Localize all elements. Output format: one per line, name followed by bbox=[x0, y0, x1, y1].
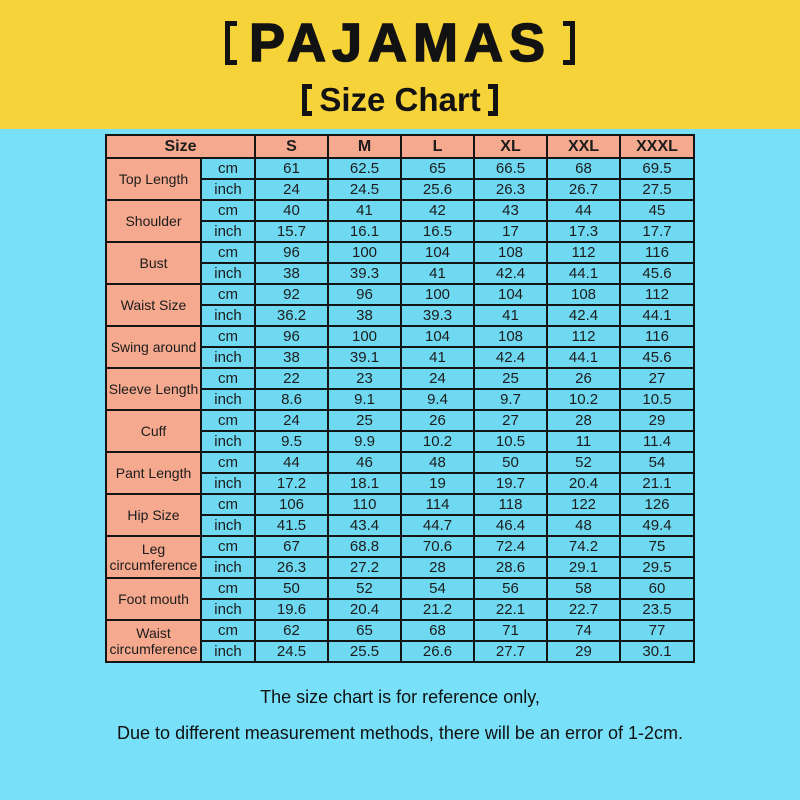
value-cell: 22.1 bbox=[474, 599, 547, 620]
value-cell: 10.2 bbox=[401, 431, 474, 452]
value-cell: 116 bbox=[620, 242, 694, 263]
value-cell: 42 bbox=[401, 200, 474, 221]
unit-inch-cell: inch bbox=[201, 179, 255, 200]
measurement-name-cell: Waist Size bbox=[106, 284, 201, 326]
value-cell: 104 bbox=[474, 284, 547, 305]
unit-cm-cell: cm bbox=[201, 284, 255, 305]
value-cell: 19 bbox=[401, 473, 474, 494]
value-cell: 9.9 bbox=[328, 431, 401, 452]
value-cell: 29 bbox=[547, 641, 620, 662]
unit-cm-cell: cm bbox=[201, 452, 255, 473]
value-cell: 10.5 bbox=[474, 431, 547, 452]
value-cell: 29.5 bbox=[620, 557, 694, 578]
value-cell: 27 bbox=[474, 410, 547, 431]
table-row bbox=[106, 578, 694, 599]
value-cell: 23.5 bbox=[620, 599, 694, 620]
value-cell: 62 bbox=[255, 620, 328, 641]
unit-cm-cell: cm bbox=[201, 536, 255, 557]
value-cell: 20.4 bbox=[328, 599, 401, 620]
value-cell: 96 bbox=[255, 326, 328, 347]
value-cell: 39.3 bbox=[401, 305, 474, 326]
value-cell: 108 bbox=[474, 242, 547, 263]
value-cell: 52 bbox=[547, 452, 620, 473]
value-cell: 60 bbox=[620, 578, 694, 599]
table-row bbox=[106, 368, 694, 389]
value-cell: 96 bbox=[255, 242, 328, 263]
value-cell: 45.6 bbox=[620, 347, 694, 368]
value-cell: 17.7 bbox=[620, 221, 694, 242]
value-cell: 24.5 bbox=[255, 641, 328, 662]
value-cell: 69.5 bbox=[620, 158, 694, 179]
unit-inch-cell: inch bbox=[201, 305, 255, 326]
value-cell: 74 bbox=[547, 620, 620, 641]
table-row bbox=[106, 326, 694, 347]
value-cell: 100 bbox=[401, 284, 474, 305]
value-cell: 56 bbox=[474, 578, 547, 599]
value-cell: 19.7 bbox=[474, 473, 547, 494]
value-cell: 23 bbox=[328, 368, 401, 389]
value-cell: 61 bbox=[255, 158, 328, 179]
page-title bbox=[225, 10, 575, 76]
value-cell: 9.1 bbox=[328, 389, 401, 410]
value-cell: 9.5 bbox=[255, 431, 328, 452]
unit-cm-cell: cm bbox=[201, 200, 255, 221]
value-cell: 24.5 bbox=[328, 179, 401, 200]
value-cell: 24 bbox=[255, 410, 328, 431]
value-cell: 44.1 bbox=[547, 347, 620, 368]
measurement-name-cell: Swing around bbox=[106, 326, 201, 368]
value-cell: 54 bbox=[401, 578, 474, 599]
value-cell: 26.3 bbox=[255, 557, 328, 578]
value-cell: 100 bbox=[328, 326, 401, 347]
size-column-header: M bbox=[328, 135, 401, 158]
value-cell: 26.3 bbox=[474, 179, 547, 200]
value-cell: 67 bbox=[255, 536, 328, 557]
value-cell: 92 bbox=[255, 284, 328, 305]
unit-inch-cell: inch bbox=[201, 431, 255, 452]
value-cell: 27 bbox=[620, 368, 694, 389]
value-cell: 29 bbox=[620, 410, 694, 431]
value-cell: 50 bbox=[255, 578, 328, 599]
measurement-name-cell: Sleeve Length bbox=[106, 368, 201, 410]
size-column-header: XL bbox=[474, 135, 547, 158]
measurement-name-cell: Pant Length bbox=[106, 452, 201, 494]
page-subtitle bbox=[302, 78, 497, 122]
value-cell: 27.2 bbox=[328, 557, 401, 578]
footer-note-line2: Due to different measurement methods, there will be an error of 1-2cm. bbox=[117, 723, 683, 743]
value-cell: 66.5 bbox=[474, 158, 547, 179]
value-cell: 18.1 bbox=[328, 473, 401, 494]
value-cell: 122 bbox=[547, 494, 620, 515]
value-cell: 17.3 bbox=[547, 221, 620, 242]
value-cell: 26 bbox=[401, 410, 474, 431]
unit-cm-cell: cm bbox=[201, 620, 255, 641]
size-header-cell: Size bbox=[106, 135, 255, 158]
footer-note bbox=[0, 687, 800, 744]
size-chart-header bbox=[106, 135, 694, 158]
value-cell: 24 bbox=[255, 179, 328, 200]
value-cell: 17 bbox=[474, 221, 547, 242]
value-cell: 44.1 bbox=[620, 305, 694, 326]
unit-cm-cell: cm bbox=[201, 158, 255, 179]
measurement-name-cell: Hip Size bbox=[106, 494, 201, 536]
value-cell: 11.4 bbox=[620, 431, 694, 452]
value-cell: 39.3 bbox=[328, 263, 401, 284]
value-cell: 112 bbox=[547, 242, 620, 263]
value-cell: 42.4 bbox=[474, 263, 547, 284]
value-cell: 46 bbox=[328, 452, 401, 473]
measurement-name-cell: Top Length bbox=[106, 158, 201, 200]
measurement-name-cell: Foot mouth bbox=[106, 578, 201, 620]
bracket-right-icon bbox=[488, 84, 498, 116]
table-row bbox=[106, 242, 694, 263]
value-cell: 44 bbox=[547, 200, 620, 221]
value-cell: 54 bbox=[620, 452, 694, 473]
value-cell: 41 bbox=[474, 305, 547, 326]
unit-cm-cell: cm bbox=[201, 578, 255, 599]
value-cell: 38 bbox=[255, 263, 328, 284]
value-cell: 62.5 bbox=[328, 158, 401, 179]
bracket-left-icon bbox=[225, 21, 237, 65]
measurement-name-cell: Bust bbox=[106, 242, 201, 284]
size-chart-body bbox=[106, 158, 694, 662]
value-cell: 38 bbox=[255, 347, 328, 368]
value-cell: 41.5 bbox=[255, 515, 328, 536]
value-cell: 118 bbox=[474, 494, 547, 515]
value-cell: 126 bbox=[620, 494, 694, 515]
value-cell: 50 bbox=[474, 452, 547, 473]
table-row bbox=[106, 536, 694, 557]
value-cell: 25 bbox=[328, 410, 401, 431]
unit-inch-cell: inch bbox=[201, 263, 255, 284]
value-cell: 104 bbox=[401, 242, 474, 263]
value-cell: 100 bbox=[328, 242, 401, 263]
value-cell: 25.5 bbox=[328, 641, 401, 662]
value-cell: 43.4 bbox=[328, 515, 401, 536]
value-cell: 65 bbox=[401, 158, 474, 179]
value-cell: 22.7 bbox=[547, 599, 620, 620]
value-cell: 68 bbox=[401, 620, 474, 641]
value-cell: 45.6 bbox=[620, 263, 694, 284]
value-cell: 45 bbox=[620, 200, 694, 221]
value-cell: 108 bbox=[547, 284, 620, 305]
footer-note-line1: The size chart is for reference only, bbox=[260, 687, 540, 707]
unit-inch-cell: inch bbox=[201, 515, 255, 536]
value-cell: 48 bbox=[401, 452, 474, 473]
unit-cm-cell: cm bbox=[201, 326, 255, 347]
value-cell: 44.1 bbox=[547, 263, 620, 284]
value-cell: 41 bbox=[401, 263, 474, 284]
value-cell: 116 bbox=[620, 326, 694, 347]
value-cell: 21.2 bbox=[401, 599, 474, 620]
unit-inch-cell: inch bbox=[201, 641, 255, 662]
measurement-name-cell: Shoulder bbox=[106, 200, 201, 242]
size-column-header: L bbox=[401, 135, 474, 158]
value-cell: 77 bbox=[620, 620, 694, 641]
value-cell: 27.5 bbox=[620, 179, 694, 200]
value-cell: 108 bbox=[474, 326, 547, 347]
value-cell: 26 bbox=[547, 368, 620, 389]
value-cell: 43 bbox=[474, 200, 547, 221]
table-row bbox=[106, 284, 694, 305]
value-cell: 68 bbox=[547, 158, 620, 179]
unit-cm-cell: cm bbox=[201, 368, 255, 389]
value-cell: 29.1 bbox=[547, 557, 620, 578]
value-cell: 8.6 bbox=[255, 389, 328, 410]
size-column-header: S bbox=[255, 135, 328, 158]
value-cell: 75 bbox=[620, 536, 694, 557]
unit-inch-cell: inch bbox=[201, 557, 255, 578]
value-cell: 24 bbox=[401, 368, 474, 389]
value-cell: 41 bbox=[328, 200, 401, 221]
unit-cm-cell: cm bbox=[201, 242, 255, 263]
value-cell: 114 bbox=[401, 494, 474, 515]
value-cell: 30.1 bbox=[620, 641, 694, 662]
size-chart-table bbox=[105, 134, 695, 663]
value-cell: 16.5 bbox=[401, 221, 474, 242]
value-cell: 42.4 bbox=[547, 305, 620, 326]
value-cell: 96 bbox=[328, 284, 401, 305]
table-row bbox=[106, 620, 694, 641]
page-title-text: PAJAMAS bbox=[248, 12, 552, 73]
value-cell: 15.7 bbox=[255, 221, 328, 242]
measurement-name-cell: Leg circumference bbox=[106, 536, 201, 578]
value-cell: 10.5 bbox=[620, 389, 694, 410]
table-row bbox=[106, 158, 694, 179]
value-cell: 44.7 bbox=[401, 515, 474, 536]
value-cell: 21.1 bbox=[620, 473, 694, 494]
value-cell: 72.4 bbox=[474, 536, 547, 557]
value-cell: 52 bbox=[328, 578, 401, 599]
table-row bbox=[106, 452, 694, 473]
value-cell: 25 bbox=[474, 368, 547, 389]
unit-inch-cell: inch bbox=[201, 221, 255, 242]
table-row bbox=[106, 200, 694, 221]
value-cell: 36.2 bbox=[255, 305, 328, 326]
value-cell: 28 bbox=[401, 557, 474, 578]
value-cell: 41 bbox=[401, 347, 474, 368]
value-cell: 9.7 bbox=[474, 389, 547, 410]
value-cell: 104 bbox=[401, 326, 474, 347]
value-cell: 74.2 bbox=[547, 536, 620, 557]
value-cell: 70.6 bbox=[401, 536, 474, 557]
value-cell: 68.8 bbox=[328, 536, 401, 557]
value-cell: 112 bbox=[620, 284, 694, 305]
value-cell: 16.1 bbox=[328, 221, 401, 242]
value-cell: 11 bbox=[547, 431, 620, 452]
value-cell: 46.4 bbox=[474, 515, 547, 536]
value-cell: 10.2 bbox=[547, 389, 620, 410]
value-cell: 22 bbox=[255, 368, 328, 389]
bracket-left-icon bbox=[302, 84, 312, 116]
page-subtitle-text: Size Chart bbox=[319, 81, 481, 118]
table-row bbox=[106, 410, 694, 431]
value-cell: 25.6 bbox=[401, 179, 474, 200]
measurement-name-cell: Cuff bbox=[106, 410, 201, 452]
size-column-header: XXXL bbox=[620, 135, 694, 158]
value-cell: 58 bbox=[547, 578, 620, 599]
value-cell: 106 bbox=[255, 494, 328, 515]
value-cell: 26.7 bbox=[547, 179, 620, 200]
value-cell: 20.4 bbox=[547, 473, 620, 494]
top-banner bbox=[0, 0, 800, 129]
table-row bbox=[106, 494, 694, 515]
value-cell: 40 bbox=[255, 200, 328, 221]
value-cell: 110 bbox=[328, 494, 401, 515]
unit-cm-cell: cm bbox=[201, 410, 255, 431]
value-cell: 27.7 bbox=[474, 641, 547, 662]
unit-inch-cell: inch bbox=[201, 473, 255, 494]
bracket-right-icon bbox=[563, 21, 575, 65]
value-cell: 42.4 bbox=[474, 347, 547, 368]
value-cell: 38 bbox=[328, 305, 401, 326]
unit-inch-cell: inch bbox=[201, 599, 255, 620]
unit-inch-cell: inch bbox=[201, 347, 255, 368]
measurement-name-cell: Waist circumference bbox=[106, 620, 201, 662]
value-cell: 112 bbox=[547, 326, 620, 347]
value-cell: 9.4 bbox=[401, 389, 474, 410]
unit-cm-cell: cm bbox=[201, 494, 255, 515]
value-cell: 39.1 bbox=[328, 347, 401, 368]
value-cell: 48 bbox=[547, 515, 620, 536]
value-cell: 26.6 bbox=[401, 641, 474, 662]
value-cell: 28.6 bbox=[474, 557, 547, 578]
value-cell: 19.6 bbox=[255, 599, 328, 620]
unit-inch-cell: inch bbox=[201, 389, 255, 410]
value-cell: 65 bbox=[328, 620, 401, 641]
size-column-header: XXL bbox=[547, 135, 620, 158]
value-cell: 44 bbox=[255, 452, 328, 473]
value-cell: 71 bbox=[474, 620, 547, 641]
value-cell: 17.2 bbox=[255, 473, 328, 494]
value-cell: 28 bbox=[547, 410, 620, 431]
value-cell: 49.4 bbox=[620, 515, 694, 536]
